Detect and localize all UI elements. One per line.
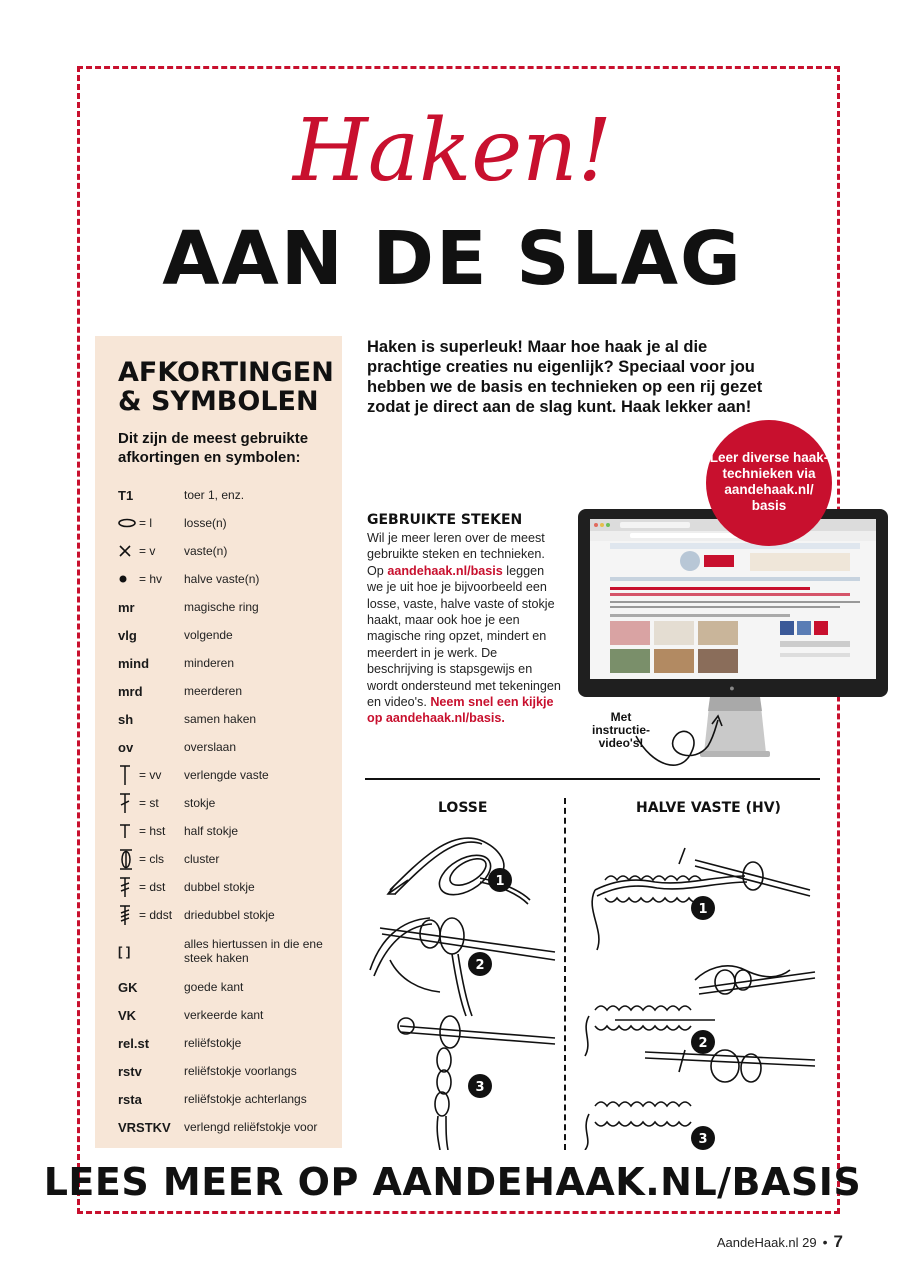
abbreviation-meaning: meerderen (184, 684, 243, 698)
abbreviation-row (118, 565, 340, 593)
svg-text:2: 2 (475, 958, 485, 973)
abbreviation-code: rsta (118, 1091, 142, 1107)
abbreviation-code: rel.st (118, 1035, 150, 1051)
abbreviation-meaning: magische ring (184, 600, 259, 614)
abbreviation-key (118, 823, 184, 839)
abbreviation-key (118, 656, 184, 671)
abbreviation-meaning: losse(n) (184, 516, 227, 530)
abbreviations-table (118, 481, 340, 1141)
abbreviation-row (118, 1085, 340, 1113)
abbreviation-key (118, 1008, 184, 1023)
abbreviation-code: mrd (118, 683, 143, 699)
abbreviation-key (118, 544, 184, 558)
abbreviation-key (118, 740, 184, 755)
abbreviation-row (118, 705, 340, 733)
promo-badge: Leer diverse haak-technieken via aandehaak.nl/ basis (706, 420, 832, 546)
abbreviation-meaning: samen haken (184, 712, 257, 726)
abbreviation-key (118, 1120, 184, 1135)
abbreviation-meaning: vaste(n) (184, 544, 228, 558)
abbreviation-row (118, 733, 340, 761)
abbreviation-row (118, 761, 340, 789)
abbreviation-key (118, 980, 184, 995)
abbreviation-code: = hv (139, 572, 163, 586)
abbreviation-row (118, 621, 340, 649)
abbreviation-key (118, 488, 184, 503)
abbreviation-key (118, 944, 184, 959)
abbreviation-code: vlg (118, 627, 137, 643)
dot-icon (118, 574, 136, 584)
abbreviation-code: = ddst (139, 908, 173, 922)
abbreviation-key (118, 1036, 184, 1051)
abbreviations-subtitle: Dit zijn de meest gebruikte afkortingen en symbolen: (118, 430, 309, 466)
column-separator (564, 798, 566, 1150)
abbreviation-key (118, 1064, 184, 1079)
losse-heading: LOSSE (438, 800, 488, 816)
abbreviation-meaning: reliëfstokje achterlangs (184, 1092, 307, 1106)
stokje-icon (118, 792, 136, 814)
abbreviation-row (118, 845, 340, 873)
abbreviation-row (118, 509, 340, 537)
abbreviation-meaning: stokje (184, 796, 216, 810)
intro-text: Haken is superleuk! Maar hoe haak je al die prachtige creaties nu eigenlijk? Speciaal voor jou hebben we de basis en technieken op een rij gezet zodat je direct aan de slag kunt. Haak lekker aan! (367, 338, 763, 416)
abbreviation-meaning: overslaan (184, 740, 237, 754)
abbreviation-code: GK (118, 979, 138, 995)
abbreviation-code: = l (139, 516, 153, 530)
abbreviation-meaning: half stokje (184, 824, 239, 838)
abbreviation-row (118, 817, 340, 845)
abbreviation-code: T1 (118, 487, 134, 503)
svg-text:2: 2 (698, 1036, 708, 1051)
abbreviation-meaning: toer 1, enz. (184, 488, 245, 502)
steken-cta-link[interactable]: Neem snel een kijkje op aandehaak.nl/basis. (367, 695, 554, 726)
script-title: Haken! (292, 101, 613, 201)
svg-text:3: 3 (475, 1080, 485, 1095)
svg-text:3: 3 (698, 1132, 708, 1147)
abbreviation-meaning: dubbel stokje (184, 880, 255, 894)
abbreviation-key (118, 904, 184, 926)
abbreviation-code: = cls (139, 852, 165, 866)
abbreviation-code: = hst (139, 824, 166, 838)
losse-illustration (360, 820, 560, 1150)
abbreviation-code: mind (118, 655, 150, 671)
bottom-call-to-action[interactable]: LEES MEER OP AANDEHAAK.NL/BASIS (43, 1160, 862, 1204)
abbreviation-row (118, 1057, 340, 1085)
abbreviation-code: VK (118, 1007, 137, 1023)
t-icon (118, 823, 136, 839)
long-t-icon (118, 764, 136, 786)
monitor-image (578, 509, 888, 697)
abbreviation-code: = dst (139, 880, 166, 894)
abbreviation-key (118, 848, 184, 870)
steken-title: GEBRUIKTE STEKEN (367, 512, 523, 528)
abbreviation-row (118, 593, 340, 621)
abbreviation-row (118, 929, 340, 973)
video-note: Met instructie-video's! (591, 710, 650, 750)
abbreviations-panel (95, 336, 342, 1148)
abbreviation-meaning: alles hiertussen in die ene steek haken (184, 937, 323, 965)
abbreviation-key (118, 876, 184, 898)
section-divider (535, 778, 820, 780)
page-title: AAN DE SLAG (162, 216, 743, 302)
abbreviation-key (118, 516, 184, 530)
abbreviation-code: rstv (118, 1063, 142, 1079)
abbreviation-code: = vv (139, 768, 162, 782)
abbreviation-meaning: goede kant (184, 980, 244, 994)
magazine-issue: AandeHaak.nl 29 (716, 1234, 817, 1250)
website-screenshot (590, 519, 876, 679)
abbreviation-code: VRSTKV (118, 1119, 171, 1135)
abbreviation-meaning: reliëfstokje (184, 1036, 242, 1050)
abbreviation-meaning: cluster (184, 852, 220, 866)
svg-text:1: 1 (495, 874, 505, 889)
steken-body: Wil je meer leren over de meest gebruikte steken en technieken. Op aandehaak.nl/basis leggen we je uit hoe je bijvoorbeeld een losse, vaste, halve vaste of stokje haakt, maar ook hoe je een magische ring opzet, mindert en meerdert in je werk. De beschrijving is stapsgewijs en wordt ondersteund met tekeningen en video's. Neem snel een kijkje op aandehaak.nl/basis. (367, 531, 561, 726)
halve-vaste-heading: HALVE VASTE (HV) (636, 800, 781, 816)
abbreviation-row (118, 901, 340, 929)
abbreviation-key (118, 684, 184, 699)
section-divider (365, 778, 535, 780)
abbreviation-row (118, 789, 340, 817)
abbreviation-code: = v (139, 544, 156, 558)
halve-vaste-illustration (575, 820, 825, 1150)
abbreviation-row (118, 537, 340, 565)
abbreviation-key (118, 572, 184, 586)
abbreviation-code: sh (118, 711, 134, 727)
abbreviation-row (118, 873, 340, 901)
abbreviation-code: mr (118, 599, 135, 615)
svg-text:1: 1 (698, 902, 708, 917)
cluster-icon (118, 848, 136, 870)
abbreviation-key (118, 764, 184, 786)
abbreviation-row (118, 1029, 340, 1057)
basis-link[interactable]: aandehaak.nl/basis (387, 563, 503, 578)
abbreviation-key (118, 600, 184, 615)
abbreviation-meaning: driedubbel stokje (184, 908, 275, 922)
abbreviation-meaning: volgende (184, 628, 233, 642)
abbreviation-meaning: verkeerde kant (184, 1008, 264, 1022)
abbreviation-code: = st (139, 796, 159, 810)
abbreviation-row (118, 1113, 340, 1141)
abbreviation-meaning: verlengd reliëfstokje voor (184, 1120, 318, 1134)
abbreviation-key (118, 792, 184, 814)
folio-separator: • (822, 1234, 828, 1250)
abbreviation-meaning: reliëfstokje voorlangs (184, 1064, 297, 1078)
abbreviation-key (118, 628, 184, 643)
abbreviation-meaning: verlengde vaste (184, 768, 269, 782)
abbreviation-meaning: halve vaste(n) (184, 572, 260, 586)
squiggle-arrow-icon (632, 706, 732, 774)
abbreviation-key (118, 1092, 184, 1107)
cross-icon (118, 544, 136, 558)
abbreviation-row (118, 973, 340, 1001)
double-stokje-icon (118, 876, 136, 898)
abbreviation-row (118, 481, 340, 509)
abbreviation-row (118, 1001, 340, 1029)
abbreviation-code: [ ] (118, 943, 131, 959)
chain-oval-icon (118, 518, 136, 528)
page-number: 7 (833, 1232, 843, 1251)
abbreviation-meaning: minderen (184, 656, 235, 670)
abbreviation-code: ov (118, 739, 134, 755)
abbreviation-row (118, 649, 340, 677)
page-folio (717, 1232, 843, 1252)
abbreviation-key (118, 712, 184, 727)
apple-logo-icon: ● (729, 683, 735, 693)
abbreviation-row (118, 677, 340, 705)
triple-stokje-icon (118, 904, 136, 926)
abbreviations-title: AFKORTINGEN & SYMBOLEN (118, 357, 334, 417)
